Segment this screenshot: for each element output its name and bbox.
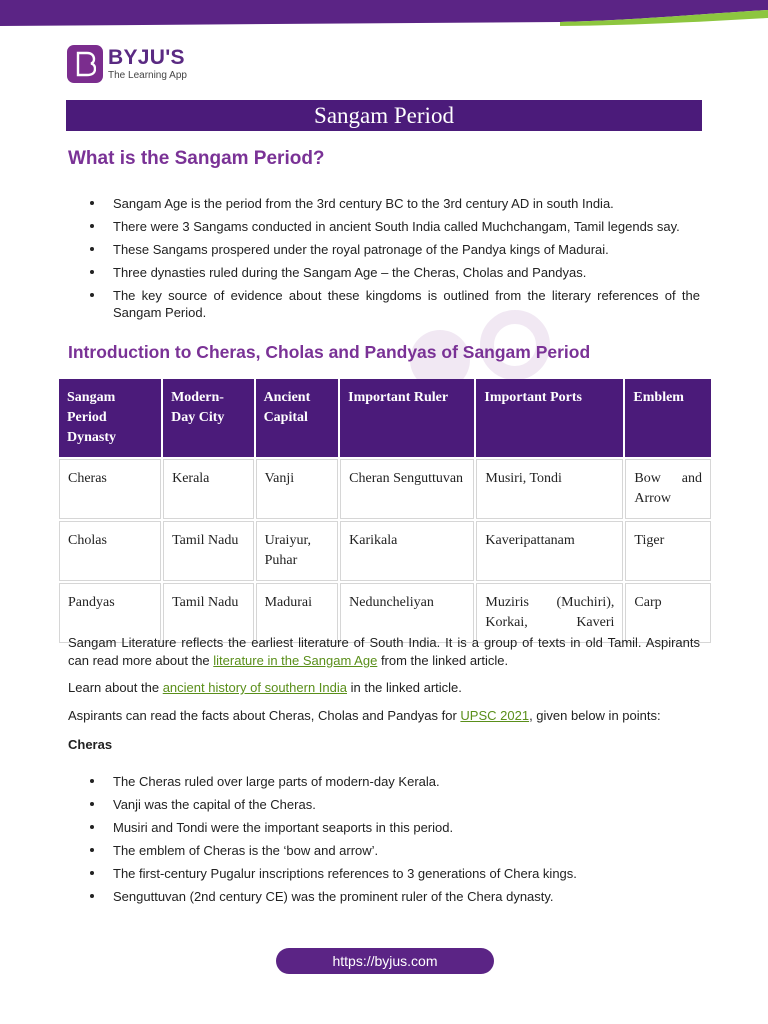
cheras-bullet-list: [68, 773, 700, 911]
list-item: The Cheras ruled over large parts of modern-day Kerala.: [68, 773, 700, 790]
table-cell: Madurai: [256, 583, 339, 643]
list-item: Sangam Age is the period from the 3rd century BC to the 3rd century AD in south India.: [68, 195, 700, 212]
table-cell: Uraiyur, Puhar: [256, 521, 339, 581]
subheading-cheras: Cheras: [68, 737, 113, 752]
paragraph-text: Learn about the: [68, 680, 163, 695]
paragraph-sangam-literature: [68, 634, 700, 670]
paragraph-text: in the linked article.: [346, 680, 462, 695]
list-item: Musiri and Tondi were the important seaports in this period.: [68, 819, 700, 836]
section-heading-what-is: What is the Sangam Period?: [68, 148, 325, 169]
table-cell: Pandyas: [59, 583, 161, 643]
column-header: Emblem: [625, 379, 711, 457]
table-cell: Muziris (Muchiri), Korkai, Kaveri: [476, 583, 623, 643]
column-header: Modern-Day City: [163, 379, 253, 457]
paragraph-text: Aspirants can read the facts about Cheras, Cholas and Pandyas for: [68, 708, 461, 723]
column-header: Important Ruler: [340, 379, 474, 457]
page-title: Sangam Period: [66, 100, 702, 131]
list-item: The emblem of Cheras is the ‘bow and arrow’.: [68, 842, 700, 859]
brand-tagline: The Learning App: [108, 70, 187, 81]
table-cell: Kerala: [163, 459, 253, 519]
table-header-row: [59, 379, 711, 457]
table-cell: Carp: [625, 583, 711, 643]
list-item: The first-century Pugalur inscriptions references to 3 generations of Chera kings.: [68, 865, 700, 882]
list-item: Vanji was the capital of the Cheras.: [68, 796, 700, 813]
column-header: Important Ports: [476, 379, 623, 457]
top-decor-band: [0, 0, 768, 26]
list-item: The key source of evidence about these kingdoms is outlined from the literary references of the Sangam Period.: [68, 287, 700, 321]
table-cell: Tamil Nadu: [163, 583, 253, 643]
brand-name: BYJU'S: [108, 46, 185, 69]
table-cell: Cheras: [59, 459, 161, 519]
paragraph-text: Sangam Literature reflects the earliest literature of South India. It is a group of texts in old Tamil. Aspirants can read more about the: [68, 635, 700, 668]
table-cell: Kaveripattanam: [476, 521, 623, 581]
intro-bullet-list: [68, 195, 700, 327]
link-literature-sangam-age[interactable]: literature in the Sangam Age: [213, 653, 378, 668]
byjus-logo-icon: [67, 45, 103, 83]
list-item: There were 3 Sangams conducted in ancient South India called Muchchangam, Tamil legends say.: [68, 218, 700, 235]
byjus-logo[interactable]: [67, 45, 187, 83]
table-cell: Tamil Nadu: [163, 521, 253, 581]
list-item: Senguttuvan (2nd century CE) was the prominent ruler of the Chera dynasty.: [68, 888, 700, 905]
link-upsc-2021[interactable]: UPSC 2021: [460, 708, 530, 723]
link-ancient-history[interactable]: ancient history of southern India: [162, 680, 347, 695]
section-heading-introduction: Introduction to Cheras, Cholas and Pandyas of Sangam Period: [68, 342, 591, 362]
paragraph-text: , given below in points:: [529, 708, 661, 723]
paragraph-text: from the linked article.: [377, 653, 509, 668]
list-item: Three dynasties ruled during the Sangam Age – the Cheras, Cholas and Pandyas.: [68, 264, 700, 281]
list-item: These Sangams prospered under the royal patronage of the Pandya kings of Madurai.: [68, 241, 700, 258]
column-header: Ancient Capital: [256, 379, 339, 457]
dynasty-table: [57, 377, 713, 645]
table-cell: Karikala: [340, 521, 474, 581]
table-cell: Cheran Senguttuvan: [340, 459, 474, 519]
table-cell: Cholas: [59, 521, 161, 581]
paragraph-upsc: [68, 707, 700, 725]
table-cell: Bow and Arrow: [625, 459, 711, 519]
table-cell: Tiger: [625, 521, 711, 581]
table-cell: Musiri, Tondi: [476, 459, 623, 519]
table-row: [59, 459, 711, 519]
column-header: Sangam Period Dynasty: [59, 379, 161, 457]
footer-url-link[interactable]: https://byjus.com: [276, 948, 494, 974]
table-cell: Vanji: [256, 459, 339, 519]
paragraph-ancient-history: [68, 679, 700, 697]
table-cell: Neduncheliyan: [340, 583, 474, 643]
table-row: [59, 521, 711, 581]
